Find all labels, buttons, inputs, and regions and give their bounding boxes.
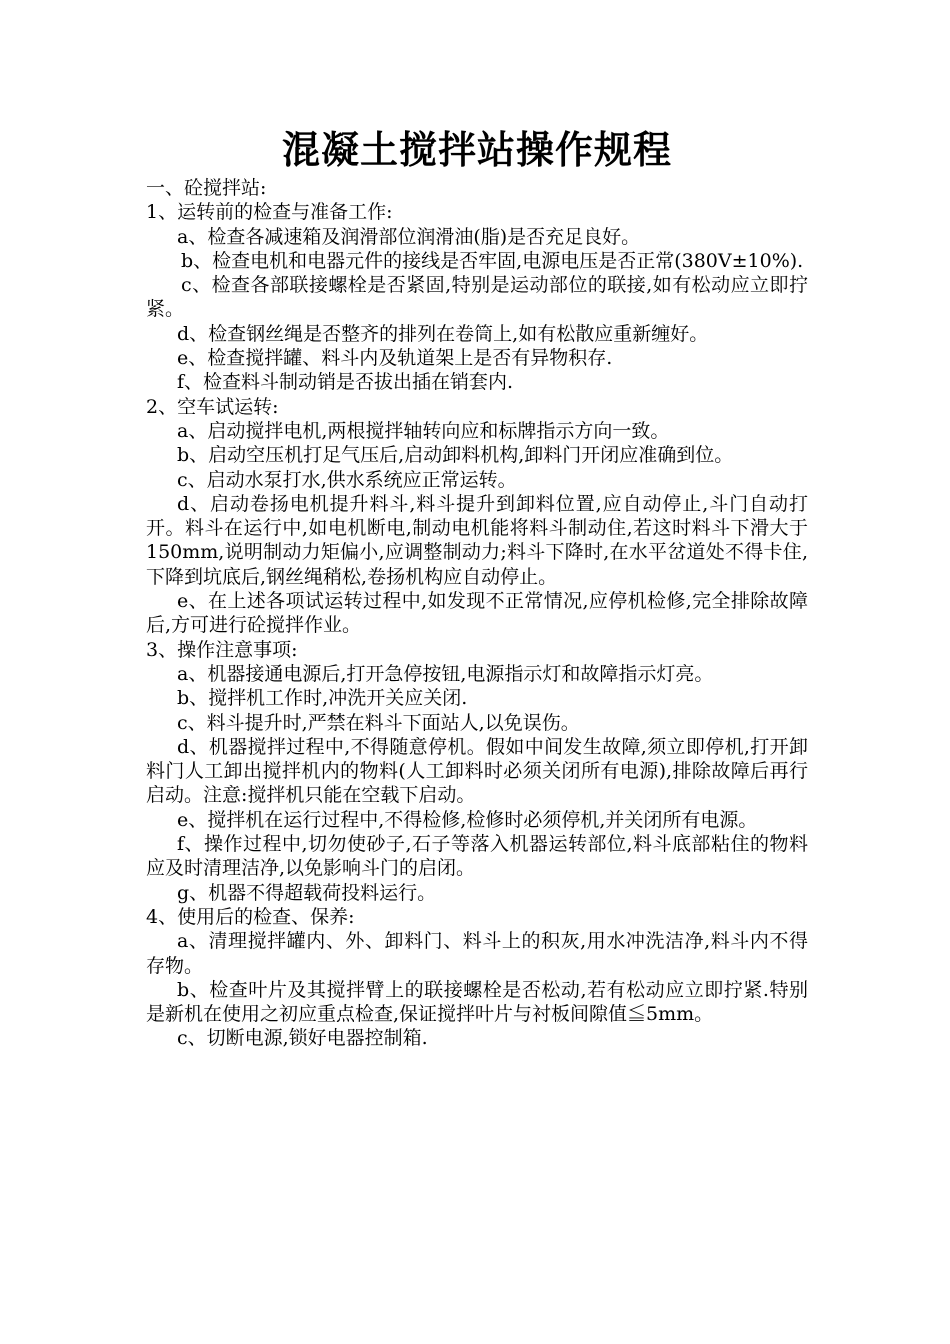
list-item: e、在上述各项试运转过程中,如发现不正常情况,应停机检修,完全排除故障后,方可进行砼搅拌作业。 [146,590,808,637]
list-item: a、检查各减速箱及润滑部位润滑油(脂)是否充足良好。 [177,225,641,248]
list-item: c、启动水泵打水,供水系统应正常运转。 [177,468,517,491]
section-heading: 一、砼搅拌站: [146,177,267,199]
list-item: e、检查搅拌罐、料斗内及轨道架上是否有异物积存. [177,347,613,370]
list-item: c、料斗提升时,严禁在料斗下面站人,以免误伤。 [177,711,580,734]
list-item: a、启动搅拌电机,两根搅拌轴转向应和标牌指示方向一致。 [177,419,670,442]
list-item: g、机器不得超载荷投料运行。 [177,881,437,904]
list-item: f、检查料斗制动销是否拔出插在销套内. [177,371,514,394]
list-item: d、检查钢丝绳是否整齐的排列在卷筒上,如有松散应重新缠好。 [177,322,709,345]
list-item: a、清理搅拌罐内、外、卸料门、料斗上的积灰,用水冲洗洁净,料斗内不得存物。 [146,930,808,977]
list-item: a、机器接通电源后,打开急停按钮,电源指示灯和故障指示灯亮。 [177,662,714,685]
list-item: b、搅拌机工作时,冲洗开关应关闭. [177,687,468,710]
list-item: b、启动空压机打足气压后,启动卸料机构,卸料门开闭应准确到位。 [177,444,734,467]
subsection-heading: 3、操作注意事项: [146,638,298,661]
list-item: b、检查叶片及其搅拌臂上的联接螺栓是否松动,若有松动应立即拧紧.特别是新机在使用之初应重点检查,保证搅拌叶片与衬板间隙值≦5mm。 [146,978,808,1026]
subsection-heading: 2、空车试运转: [146,395,279,418]
list-item: e、搅拌机在运行过程中,不得检修,检修时必须停机,并关闭所有电源。 [177,808,758,831]
page-title: 混凝土搅拌站操作规程 [281,128,672,172]
list-item: f、操作过程中,切勿使砂子,石子等落入机器运转部位,料斗底部粘住的物料应及时清理洁净,以免影响斗门的启闭。 [146,833,808,880]
subsection-heading: 1、运转前的检查与准备工作: [146,201,393,224]
subsection-heading: 4、使用后的检查、保养: [146,905,355,928]
list-item: d、机器搅拌过程中,不得随意停机。假如中间发生故障,须立即停机,打开卸料门人工卸出搅拌机内的物料(人工卸料时必须关闭所有电源),排除故障后再行启动。注意:搅拌机只能在空载下启动。 [146,735,808,807]
list-item: c、切断电源,锁好电器控制箱. [177,1027,428,1050]
list-item: b、检查电机和电器元件的接线是否牢固,电源电压是否正常(380V±10%). [181,249,804,272]
list-item: c、检查各部联接螺栓是否紧固,特别是运动部位的联接,如有松动应立即拧紧。 [146,274,808,321]
list-item: d、启动卷扬电机提升料斗,料斗提升到卸料位置,应自动停止,斗门自动打开。料斗在运行中,如电机断电,制动电机能将料斗制动住,若这时料斗下滑大于150mm,说明制动力矩偏小,应调整制动力;料斗下降时,在水平岔道处不得卡住,下降到坑底后,钢丝绳稍松,卷扬机构应自动停止。 [146,492,808,588]
document-body [146,126,808,1051]
